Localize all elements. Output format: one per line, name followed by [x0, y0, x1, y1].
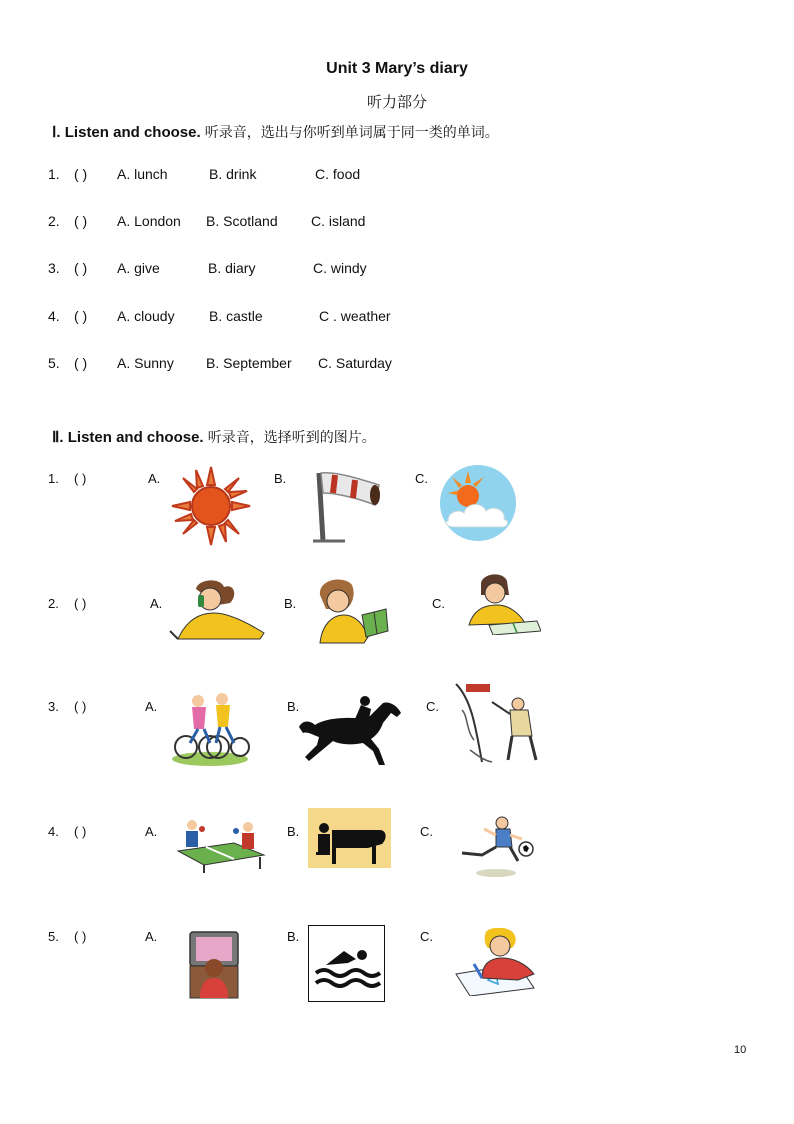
question-number: 3. — [48, 699, 59, 714]
answer-blank[interactable]: ( ) — [74, 824, 87, 839]
girl-on-phone-image[interactable] — [168, 577, 266, 643]
option-b: B. — [284, 596, 297, 611]
horse-riding-image[interactable] — [297, 695, 407, 767]
option-a: A. — [150, 596, 163, 611]
answer-blank[interactable]: ( ) — [74, 471, 87, 486]
section2-heading-en: Listen and choose. — [67, 429, 204, 446]
section1-numeral: Ⅰ. — [52, 124, 61, 141]
girl-writing-image[interactable] — [463, 573, 541, 635]
answer-blank[interactable]: ( ) — [74, 213, 88, 229]
option-c: C. windy — [313, 260, 367, 276]
option-b: B. September — [206, 355, 292, 371]
watching-tv-image[interactable] — [188, 930, 240, 1000]
answer-blank[interactable]: ( ) — [74, 308, 88, 324]
cycling-image[interactable] — [170, 687, 250, 767]
option-a: A. London — [117, 213, 181, 229]
page-subtitle: 听力部分 — [366, 93, 427, 111]
option-b: B. castle — [209, 308, 263, 324]
option-c: C. — [420, 929, 433, 944]
option-a: A. Sunny — [117, 355, 174, 371]
option-a: A. — [145, 824, 158, 839]
option-b: B. diary — [208, 260, 256, 276]
option-c: C. island — [311, 213, 366, 229]
answer-blank[interactable]: ( ) — [74, 260, 88, 276]
section1-heading-en: Listen and choose. — [64, 124, 201, 141]
option-a: A. cloudy — [117, 308, 175, 324]
section2-heading — [52, 427, 376, 447]
question-number: 4. — [48, 824, 59, 839]
option-b: B. — [287, 824, 300, 839]
question-number: 2. — [48, 213, 60, 229]
option-c: C. — [426, 699, 439, 714]
option-c: C. — [432, 596, 445, 611]
option-b: B. Scotland — [206, 213, 278, 229]
option-c: C. — [415, 471, 428, 486]
option-c: C. food — [315, 166, 361, 182]
question-number: 1. — [48, 471, 59, 486]
page-title: Unit 3 Mary’s diary — [326, 60, 468, 77]
option-c: C. Saturday — [318, 355, 392, 371]
answer-blank[interactable]: ( ) — [74, 596, 87, 611]
option-b: B. — [274, 471, 287, 486]
question-number: 3. — [48, 260, 60, 276]
option-c: C . weather — [319, 308, 391, 324]
swimming-icon[interactable] — [308, 925, 385, 1002]
section1-heading — [52, 122, 499, 142]
sun-icon[interactable] — [170, 465, 252, 547]
option-b: B. drink — [209, 166, 257, 182]
table-tennis-image[interactable] — [174, 817, 266, 873]
option-a: A. lunch — [117, 166, 168, 182]
piano-image[interactable] — [308, 808, 391, 868]
section1-heading-cn: 听录音，选出与你听到单词属于同一类的单词。 — [204, 125, 499, 141]
climbing-image[interactable] — [452, 680, 548, 766]
windsock-icon[interactable] — [305, 463, 383, 543]
question-number: 1. — [48, 166, 60, 182]
section2-heading-cn: 听录音，选择听到的图片。 — [207, 430, 376, 446]
drawing-image[interactable] — [452, 928, 542, 996]
option-a: A. — [148, 471, 161, 486]
option-c: C. — [420, 824, 433, 839]
option-a: A. — [145, 929, 158, 944]
page-number: 10 — [734, 1044, 747, 1056]
option-b: B. — [287, 929, 300, 944]
girl-reading-image[interactable] — [312, 575, 390, 645]
answer-blank[interactable]: ( ) — [74, 929, 87, 944]
football-image[interactable] — [456, 815, 536, 879]
question-number: 5. — [48, 355, 60, 371]
question-number: 2. — [48, 596, 59, 611]
question-number: 4. — [48, 308, 60, 324]
answer-blank[interactable]: ( ) — [74, 166, 88, 182]
question-number: 5. — [48, 929, 59, 944]
answer-blank[interactable]: ( ) — [74, 355, 88, 371]
option-a: A. give — [117, 260, 160, 276]
partly-cloudy-icon[interactable] — [438, 463, 518, 543]
answer-blank[interactable]: ( ) — [74, 699, 87, 714]
option-a: A. — [145, 699, 158, 714]
section2-numeral: Ⅱ. — [52, 429, 64, 446]
option-b: B. — [287, 699, 300, 714]
